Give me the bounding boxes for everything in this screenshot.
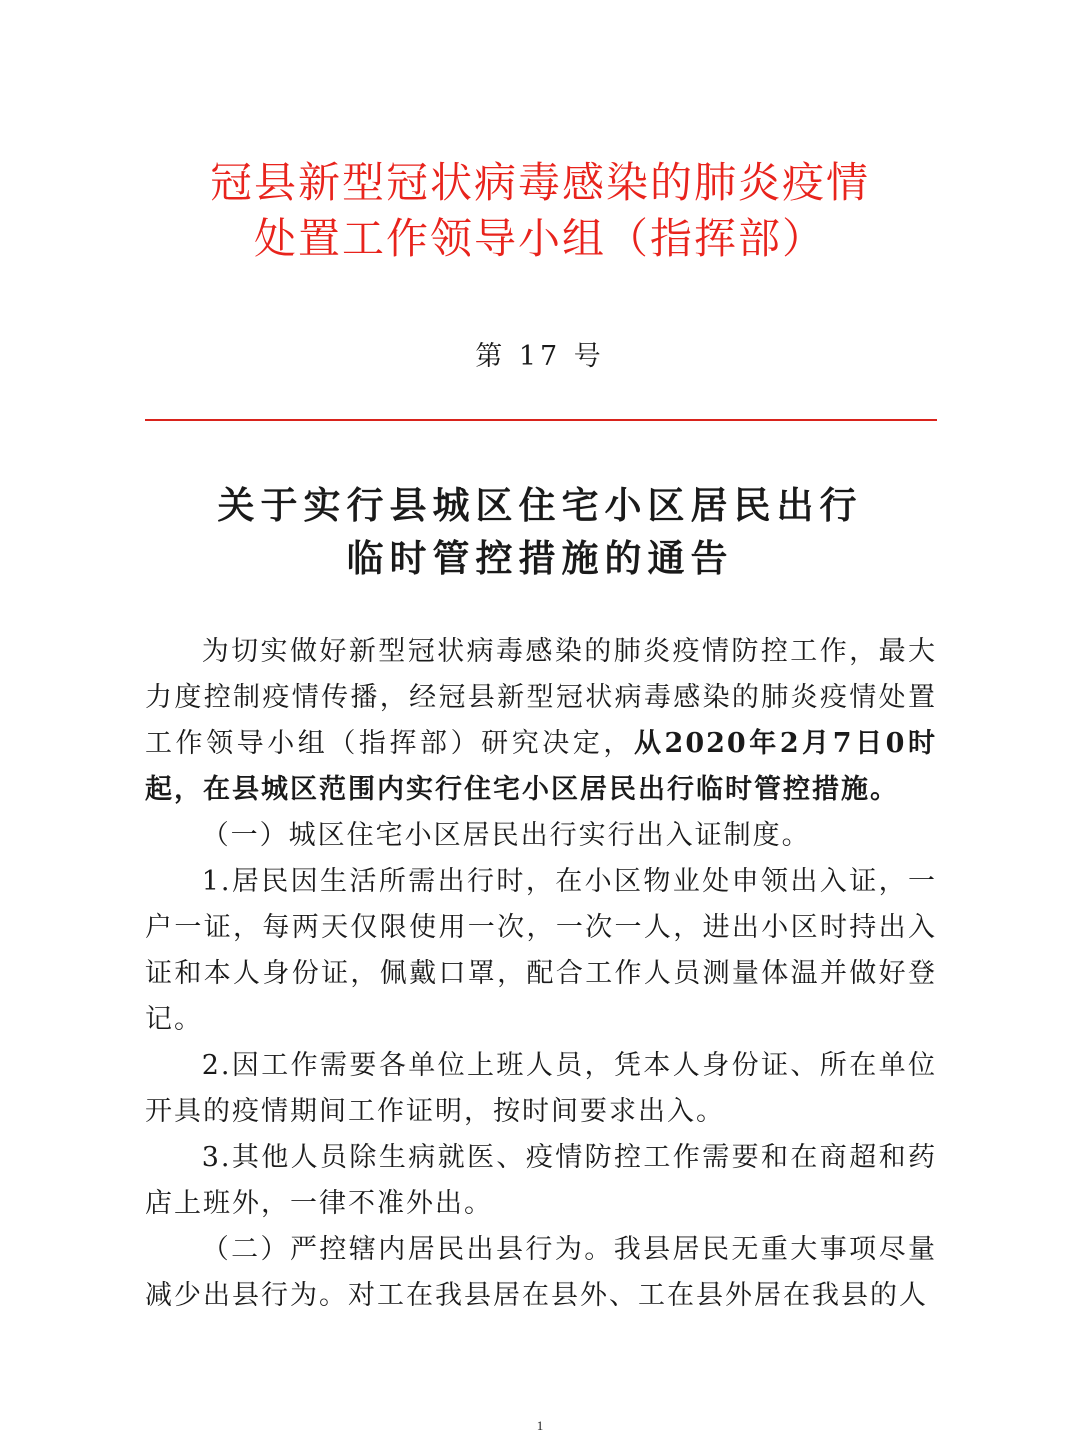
page-number: 1 [536, 1418, 544, 1433]
section1-item1: 1.居民因生活所需出行时，在小区物业处申领出入证，一户一证，每两天仅限使用一次，一次一人，进出小区时持出入证和本人身份证，佩戴口罩，配合工作人员测量体温并做好登记。 [145, 866, 937, 1035]
section1-item2: 2.因工作需要各单位上班人员，凭本人身份证、所在单位开具的疫情期间工作证明，按时间要求出入。 [145, 1050, 937, 1127]
document-number: 第 17 号 [475, 341, 605, 372]
intro-emphasis: 从2020年2月7日0时起，在县城区范围内实行住宅小区居民出行临时管控措施。 [145, 728, 938, 805]
notice-title-line2: 临时管控措施的通告 [346, 536, 734, 580]
section2-text: 我县居民无重大事项尽量减少出县行为。对工在我县居在县外、工在县外居在我县的人 [145, 1234, 937, 1311]
intro-text: 为切实做好新型冠状病毒感染的肺炎疫情防控工作，最大力度控制疫情传播，经冠县新型冠状病毒感染的肺炎疫情处置工作领导小组（指挥部）研究决定， [145, 636, 937, 759]
notice-title-line1: 关于实行县城区住宅小区居民出行 [217, 483, 863, 527]
section1-heading: （一）城区住宅小区居民出行实行出入证制度。 [201, 820, 811, 851]
section1-item3: 3.其他人员除生病就医、疫情防控工作需要和在商超和药店上班外，一律不准外出。 [145, 1142, 937, 1219]
section2-paragraph [145, 1227, 937, 1319]
document-body [145, 629, 937, 1319]
intro-paragraph [145, 629, 937, 813]
red-divider-rule [145, 419, 937, 421]
issuer-title-line2: 处置工作领导小组（指挥部） [253, 214, 826, 263]
issuer-title-line1: 冠县新型冠状病毒感染的肺炎疫情 [209, 158, 870, 207]
section2-heading: （二）严控辖内居民出县行为。 [201, 1234, 614, 1265]
